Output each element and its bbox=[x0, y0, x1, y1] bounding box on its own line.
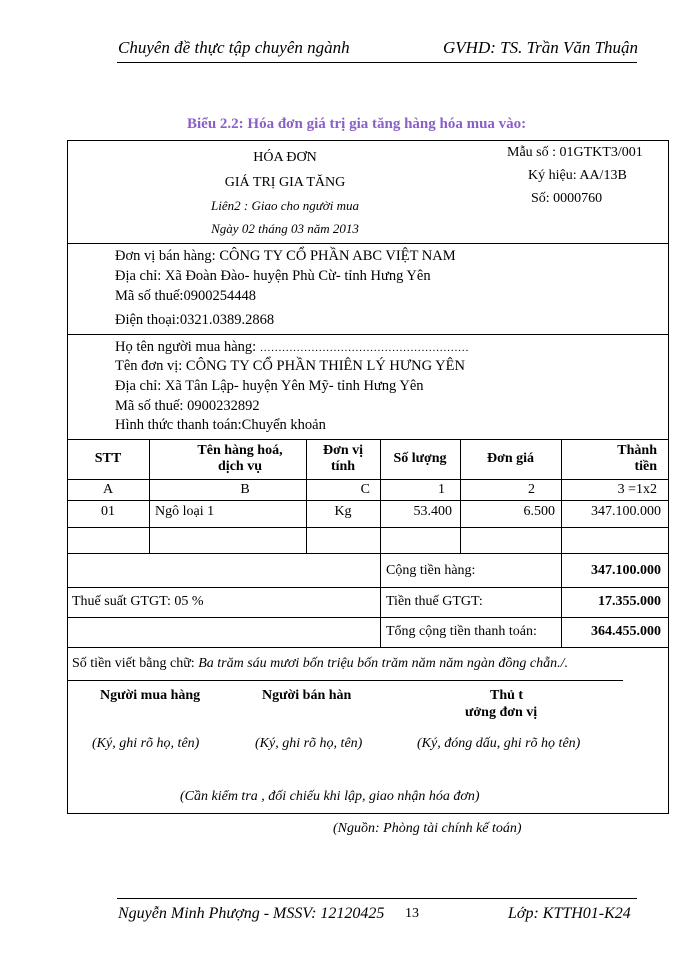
seller-phone: Điện thoại:0321.0389.2868 bbox=[115, 312, 275, 328]
th-stt: STT bbox=[94, 451, 122, 466]
buyer-address: Địa chỉ: Xã Tân Lập- huyện Yên Mỹ- tỉnh Hưng Yên bbox=[115, 378, 424, 394]
header-right: GVHD: TS. Trần Văn Thuận bbox=[443, 38, 639, 57]
col-rule-1 bbox=[149, 439, 150, 553]
in-words-value: Ba trăm sáu mươi bốn triệu bốn trăm năm năm ngàn đồng chẵn./. bbox=[198, 656, 568, 671]
th-unit-l2: tính bbox=[330, 459, 356, 474]
buyer-unit: Tên đơn vị: CÔNG TY CỔ PHẦN THIÊN LÝ HƯNG YÊN bbox=[115, 358, 465, 374]
row-name: Ngô loại 1 bbox=[155, 504, 215, 519]
footer-page: 13 bbox=[405, 906, 419, 921]
in-words-label: Số tiền viết bằng chữ: bbox=[72, 656, 195, 671]
vat-rule bbox=[67, 617, 668, 618]
code-3: 3 =1x2 bbox=[617, 482, 657, 497]
table-top-rule bbox=[67, 439, 668, 440]
invoice-date: Ngày 02 tháng 03 năm 2013 bbox=[211, 221, 359, 236]
buyer-person bbox=[115, 339, 469, 356]
check-note: (Cần kiểm tra , đối chiếu khi lập, giao nhận hóa đơn) bbox=[180, 789, 480, 804]
sign-seller: Người bán hàn bbox=[262, 688, 352, 703]
table-code-rule bbox=[67, 500, 668, 501]
th-qty: Số lượng bbox=[393, 451, 447, 466]
buyer-person-dots: ………………………………………………… bbox=[259, 342, 469, 354]
row-price: 6.500 bbox=[523, 504, 555, 519]
buyer-person-label: Họ tên người mua hàng: bbox=[115, 339, 257, 355]
table-header-rule bbox=[67, 479, 668, 480]
code-2: 2 bbox=[528, 482, 535, 497]
seller-tax: Mã số thuế:0900254448 bbox=[115, 288, 256, 304]
invoice-number: Số: 0000760 bbox=[531, 191, 603, 206]
code-c: C bbox=[360, 482, 370, 497]
divider-top bbox=[67, 243, 668, 244]
grand-label: Tổng cộng tiền thanh toán: bbox=[386, 624, 537, 639]
buyer-payment: Hình thức thanh toán:Chuyển khoản bbox=[115, 417, 326, 433]
footer-rule bbox=[117, 898, 637, 899]
code-1: 1 bbox=[438, 482, 445, 497]
subtotal-value: 347.100.000 bbox=[591, 563, 661, 578]
sign-head-l1: Thủ t bbox=[490, 688, 524, 703]
words-rule bbox=[67, 680, 623, 681]
vat-label: Tiền thuế GTGT: bbox=[386, 594, 483, 609]
grand-value: 364.455.000 bbox=[591, 624, 661, 639]
amount-in-words bbox=[72, 656, 568, 672]
invoice-symbol: Ký hiệu: AA/13B bbox=[528, 168, 627, 183]
vat-value: 17.355.000 bbox=[598, 594, 661, 609]
header-rule bbox=[117, 62, 637, 63]
sign-seller-note: (Ký, ghi rõ họ, tên) bbox=[255, 736, 363, 751]
invoice-copy: Liên2 : Giao cho người mua bbox=[211, 198, 359, 213]
header-left: Chuyên đề thực tập chuyên ngành bbox=[118, 38, 350, 57]
row-total: 347.100.000 bbox=[591, 504, 661, 519]
th-total-l2: tiền bbox=[634, 459, 657, 474]
invoice-subtitle: GIÁ TRỊ GIA TĂNG bbox=[224, 175, 346, 190]
subtotal-label: Cộng tiền hàng: bbox=[386, 563, 476, 578]
th-unit-l1: Đơn vị bbox=[322, 443, 364, 458]
footer-author: Nguyễn Minh Phượng - MSSV: 12120425 bbox=[118, 905, 385, 922]
th-name-l1: Tên hàng hoá, bbox=[197, 443, 283, 458]
sign-buyer: Người mua hàng bbox=[100, 688, 201, 703]
divider-seller bbox=[67, 334, 668, 335]
invoice-title: HÓA ĐƠN bbox=[253, 150, 317, 165]
subtotal-rule bbox=[67, 587, 668, 588]
th-name-l2: dịch vụ bbox=[218, 459, 262, 474]
seller-name: Đơn vị bán hàng: CÔNG TY CỔ PHẦN ABC VIỆT NAM bbox=[115, 248, 456, 264]
th-total-l1: Thành bbox=[617, 443, 657, 458]
sign-head-l2: ưởng đơn vị bbox=[465, 705, 538, 720]
sign-buyer-note: (Ký, ghi rõ họ, tên) bbox=[92, 736, 200, 751]
vat-rate: Thuế suất GTGT: 05 % bbox=[72, 594, 204, 609]
th-price: Đơn giá bbox=[486, 451, 535, 466]
sign-head-note: (Ký, đóng dấu, ghi rõ họ tên) bbox=[417, 736, 581, 751]
source-note: (Nguồn: Phòng tài chính kế toán) bbox=[333, 821, 522, 836]
form-number: Mẫu số : 01GTKT3/001 bbox=[507, 145, 643, 160]
buyer-tax: Mã số thuế: 0900232892 bbox=[115, 398, 260, 414]
invoice-frame bbox=[67, 140, 669, 814]
row-qty: 53.400 bbox=[413, 504, 452, 519]
row-stt: 01 bbox=[101, 504, 115, 519]
caption: Biểu 2.2: Hóa đơn giá trị gia tăng hàng hóa mua vào: bbox=[187, 116, 527, 132]
code-a: A bbox=[102, 482, 114, 497]
grand-rule bbox=[67, 647, 668, 648]
code-b: B bbox=[240, 482, 250, 497]
table-row-rule bbox=[67, 527, 668, 528]
table-empty-rule bbox=[67, 553, 668, 554]
row-unit: Kg bbox=[334, 504, 352, 519]
footer-class: Lớp: KTTH01-K24 bbox=[508, 905, 631, 922]
seller-address: Địa chỉ: Xã Đoàn Đào- huyện Phù Cừ- tỉnh Hưng Yên bbox=[115, 268, 431, 284]
summary-rule bbox=[380, 553, 381, 647]
